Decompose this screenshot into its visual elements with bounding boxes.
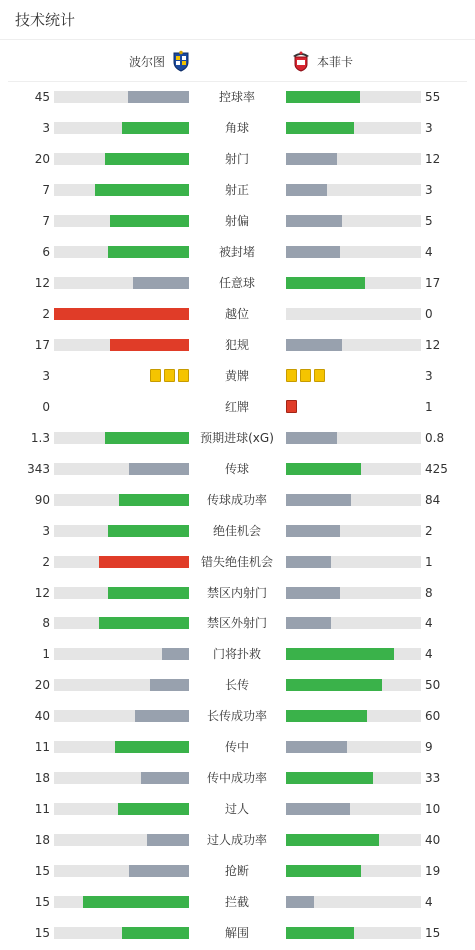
- home-stat-bar-track: [54, 215, 189, 227]
- away-stat-value: 55: [425, 90, 441, 104]
- stat-row: [0, 82, 475, 113]
- away-stat-bar-track: [286, 153, 421, 165]
- away-stat-bar: [286, 556, 331, 568]
- away-stat-bar: [286, 339, 342, 351]
- home-stat-bar: [162, 648, 189, 660]
- away-stat-value: 4: [425, 895, 433, 910]
- away-stat-value: 425: [425, 461, 448, 476]
- home-stat-value: 7: [42, 213, 50, 228]
- away-stat-bar: [286, 927, 354, 939]
- away-stat-bar-track: [286, 803, 421, 815]
- home-stat-bar-track: [54, 834, 189, 846]
- away-stat-value: 40: [425, 833, 441, 848]
- home-stat-value: 8: [42, 616, 50, 631]
- away-stat-bar-track: [286, 277, 421, 289]
- stat-label: 角球: [224, 120, 249, 135]
- away-stat-value: 12: [425, 337, 441, 352]
- stat-label: 解围: [224, 926, 249, 941]
- home-stat-bar-track: [54, 741, 189, 753]
- home-stat-bar: [99, 617, 189, 629]
- stat-row: [0, 701, 475, 732]
- away-stat-bar-track: [286, 772, 421, 784]
- away-stat-bar-track: [286, 246, 421, 258]
- away-stat-value: 2: [425, 523, 433, 538]
- away-stat-value: 15: [425, 926, 441, 941]
- stat-row: [0, 330, 475, 361]
- away-stat-bar-track: [286, 865, 421, 877]
- away-stat-bar-track: [286, 215, 421, 227]
- home-stat-bar: [108, 587, 189, 599]
- stat-label: 长传: [224, 678, 249, 693]
- away-stat-value: 60: [425, 709, 441, 724]
- stats-header: [0, 0, 475, 40]
- away-stat-bar-track: [286, 710, 421, 722]
- porto-crest-icon: [171, 50, 191, 72]
- away-stat-bar-track: [286, 834, 421, 846]
- home-stat-bar-track: [54, 525, 189, 537]
- stat-label: 犯规: [224, 337, 249, 352]
- stats-list: [0, 82, 475, 949]
- home-stat-bar: [110, 339, 189, 351]
- away-stat-bar: [286, 91, 360, 103]
- away-stat-bar: [286, 772, 373, 784]
- home-team-name: 波尔图: [129, 54, 166, 69]
- away-stat-bar: [286, 865, 361, 877]
- home-stat-bar: [141, 772, 189, 784]
- home-stat-bar-track: [54, 122, 189, 134]
- home-stat-bar-track: [54, 277, 189, 289]
- home-stat-value: 6: [42, 244, 50, 259]
- stat-label: 禁区内射门: [206, 585, 267, 600]
- stat-row: [0, 175, 475, 206]
- home-stat-bar-track: [54, 648, 189, 660]
- red-card-icon: [286, 400, 297, 413]
- away-team[interactable]: [291, 40, 359, 82]
- away-stat-bar-track: [286, 741, 421, 753]
- stat-row: [0, 206, 475, 237]
- home-stat-value: 18: [34, 833, 50, 848]
- stat-row: [0, 763, 475, 794]
- benfica-crest-icon: [291, 50, 311, 72]
- home-stat-bar-track: [54, 339, 189, 351]
- away-stat-value: 10: [425, 802, 441, 817]
- stat-row: [0, 392, 475, 423]
- stat-row: [0, 423, 475, 454]
- away-stat-bar: [286, 246, 340, 258]
- away-stat-bar-track: [286, 556, 421, 568]
- home-stat-bar: [95, 184, 190, 196]
- away-stat-bar-track: [286, 617, 421, 629]
- home-stat-bar-track: [54, 772, 189, 784]
- home-stat-value: 1.3: [30, 430, 50, 445]
- yellow-card-icon: [314, 369, 325, 382]
- home-stat-bar: [135, 710, 189, 722]
- away-stat-value: 4: [425, 647, 433, 662]
- away-stat-value: 5: [425, 213, 433, 228]
- away-stat-bar-track: [286, 494, 421, 506]
- away-stat-value: 17: [425, 275, 441, 290]
- home-stat-value: 11: [34, 740, 50, 755]
- stat-row: [0, 237, 475, 268]
- stat-row: [0, 794, 475, 825]
- away-stat-bar-track: [286, 184, 421, 196]
- away-cards: [286, 400, 297, 414]
- home-stat-bar: [83, 896, 190, 908]
- yellow-card-icon: [300, 369, 311, 382]
- stat-label: 抢断: [224, 864, 249, 879]
- home-cards: [150, 369, 189, 383]
- home-stat-value: 40: [34, 709, 50, 724]
- home-stat-bar: [147, 834, 189, 846]
- yellow-card-icon: [286, 369, 297, 382]
- home-stat-bar: [115, 741, 189, 753]
- home-stat-bar: [99, 556, 189, 568]
- away-stat-value: 4: [425, 616, 433, 631]
- home-stat-value: 12: [34, 585, 50, 600]
- teams-row: [8, 40, 467, 82]
- away-stat-bar-track: [286, 463, 421, 475]
- away-stat-bar: [286, 277, 365, 289]
- home-stat-bar-track: [54, 587, 189, 599]
- stat-label: 传中: [224, 740, 249, 755]
- away-cards: [286, 369, 325, 383]
- away-stat-value: 0: [425, 306, 433, 321]
- stat-label: 射偏: [224, 213, 249, 228]
- stat-label: 被封堵: [218, 244, 255, 259]
- home-stat-value: 15: [34, 926, 50, 941]
- home-stat-bar-track: [54, 710, 189, 722]
- stat-row: [0, 454, 475, 485]
- home-stat-bar-track: [54, 927, 189, 939]
- away-stat-bar: [286, 122, 354, 134]
- home-stat-value: 3: [42, 523, 50, 538]
- away-stat-value: 84: [425, 492, 441, 507]
- home-stat-bar: [108, 246, 189, 258]
- home-stat-value: 17: [34, 337, 50, 352]
- home-stat-value: 3: [42, 368, 50, 383]
- home-stat-bar-track: [54, 153, 189, 165]
- stat-row: [0, 732, 475, 763]
- away-stat-bar-track: [286, 122, 421, 134]
- stat-label: 传球成功率: [206, 492, 267, 507]
- away-stat-value: 3: [425, 368, 433, 383]
- stat-row: [0, 516, 475, 547]
- stat-label: 门将扑救: [212, 647, 261, 662]
- stat-label: 红牌: [224, 399, 249, 414]
- stat-row: [0, 825, 475, 856]
- stat-label: 过人: [224, 802, 249, 817]
- stat-row: [0, 299, 475, 330]
- stat-label: 禁区外射门: [206, 616, 267, 631]
- stat-label: 越位: [224, 306, 249, 321]
- home-stat-value: 2: [42, 554, 50, 569]
- away-stat-value: 8: [425, 585, 433, 600]
- away-stat-bar: [286, 215, 342, 227]
- stat-label: 射门: [224, 151, 249, 166]
- away-stat-bar-track: [286, 91, 421, 103]
- away-stat-value: 1: [425, 399, 433, 414]
- stat-label: 射正: [224, 182, 249, 197]
- home-stat-bar: [118, 803, 189, 815]
- home-stat-value: 90: [34, 492, 50, 507]
- home-stat-bar-track: [54, 617, 189, 629]
- home-stat-value: 20: [34, 151, 50, 166]
- stat-label: 传中成功率: [206, 771, 267, 786]
- home-stat-bar-track: [54, 679, 189, 691]
- stat-row: [0, 268, 475, 299]
- away-stat-bar-track: [286, 525, 421, 537]
- stat-row: [0, 639, 475, 670]
- stat-row: [0, 887, 475, 918]
- home-stat-bar: [105, 432, 189, 444]
- away-stat-bar-track: [286, 432, 421, 444]
- home-stat-bar: [129, 463, 189, 475]
- away-stat-value: 4: [425, 244, 433, 259]
- home-stat-bar-track: [54, 91, 189, 103]
- away-stat-value: 19: [425, 864, 441, 879]
- yellow-card-icon: [178, 369, 189, 382]
- home-stat-bar: [122, 927, 190, 939]
- home-stat-bar-track: [54, 184, 189, 196]
- stat-row: [0, 144, 475, 175]
- home-stat-value: 2: [42, 306, 50, 321]
- home-stat-value: 7: [42, 182, 50, 197]
- home-stat-value: 1: [42, 647, 50, 662]
- away-stat-value: 9: [425, 740, 433, 755]
- home-stat-bar: [128, 91, 189, 103]
- stat-label: 拦截: [224, 895, 249, 910]
- away-stat-bar: [286, 803, 350, 815]
- home-stat-value: 20: [34, 678, 50, 693]
- stat-label: 绝佳机会: [212, 523, 261, 538]
- home-team[interactable]: [123, 40, 191, 82]
- home-stat-bar: [133, 277, 189, 289]
- home-stat-value: 3: [42, 120, 50, 135]
- stat-row: [0, 113, 475, 144]
- away-stat-value: 3: [425, 182, 433, 197]
- stat-label: 控球率: [218, 90, 255, 104]
- away-stat-bar: [286, 587, 340, 599]
- away-stat-bar: [286, 834, 379, 846]
- away-stat-bar: [286, 494, 351, 506]
- home-stat-bar-track: [54, 865, 189, 877]
- away-stat-bar: [286, 432, 337, 444]
- home-stat-value: 11: [34, 802, 50, 817]
- stat-label: 黄牌: [224, 368, 249, 383]
- away-stat-bar-track: [286, 648, 421, 660]
- away-stat-value: 12: [425, 151, 441, 166]
- home-stat-bar: [129, 865, 189, 877]
- home-stat-value: 343: [27, 461, 50, 476]
- home-stat-bar-track: [54, 896, 189, 908]
- away-stat-bar: [286, 741, 347, 753]
- away-stat-value: 50: [425, 678, 441, 693]
- home-stat-bar: [105, 153, 189, 165]
- home-stat-bar-track: [54, 308, 189, 320]
- page-title: 技术统计: [15, 11, 76, 29]
- away-stat-bar: [286, 617, 331, 629]
- home-stat-value: 15: [34, 895, 50, 910]
- away-stat-bar-track: [286, 339, 421, 351]
- away-stat-bar: [286, 184, 327, 196]
- stat-row: [0, 547, 475, 578]
- home-stat-value: 15: [34, 864, 50, 879]
- home-stat-bar: [150, 679, 189, 691]
- home-stat-bar: [110, 215, 189, 227]
- stat-row: [0, 578, 475, 609]
- stat-row: [0, 918, 475, 949]
- away-stat-value: 0.8: [425, 430, 445, 445]
- away-stat-bar-track: [286, 927, 421, 939]
- home-stat-bar-track: [54, 494, 189, 506]
- away-stat-bar-track: [286, 896, 421, 908]
- away-team-name: 本菲卡: [317, 54, 354, 69]
- away-stat-bar-track: [286, 308, 421, 320]
- stat-label: 任意球: [218, 275, 255, 290]
- yellow-card-icon: [150, 369, 161, 382]
- away-stat-bar-track: [286, 587, 421, 599]
- stat-row: [0, 608, 475, 639]
- home-stat-bar: [54, 308, 189, 320]
- stat-label: 长传成功率: [206, 709, 267, 724]
- away-stat-bar: [286, 679, 382, 691]
- home-stat-bar-track: [54, 556, 189, 568]
- home-stat-bar-track: [54, 803, 189, 815]
- away-stat-bar: [286, 896, 314, 908]
- home-stat-bar: [108, 525, 189, 537]
- yellow-card-icon: [164, 369, 175, 382]
- away-stat-bar: [286, 153, 337, 165]
- stat-label: 预期进球(xG): [200, 430, 274, 445]
- stat-label: 传球: [224, 461, 249, 476]
- away-stat-value: 33: [425, 771, 441, 786]
- stat-row: [0, 361, 475, 392]
- home-stat-bar-track: [54, 432, 189, 444]
- stat-label: 过人成功率: [206, 833, 267, 848]
- stat-row: [0, 485, 475, 516]
- home-stat-bar-track: [54, 463, 189, 475]
- home-stat-value: 45: [34, 90, 50, 104]
- away-stat-bar: [286, 525, 340, 537]
- home-stat-bar-track: [54, 246, 189, 258]
- stat-row: [0, 670, 475, 701]
- stat-label: 错失绝佳机会: [200, 554, 273, 569]
- away-stat-value: 3: [425, 120, 433, 135]
- away-stat-value: 1: [425, 554, 433, 569]
- away-stat-bar-track: [286, 679, 421, 691]
- home-stat-bar: [119, 494, 189, 506]
- away-stat-bar: [286, 648, 394, 660]
- stat-row: [0, 856, 475, 887]
- home-stat-value: 18: [34, 771, 50, 786]
- away-stat-bar: [286, 463, 361, 475]
- home-stat-value: 12: [34, 275, 50, 290]
- home-stat-bar: [122, 122, 190, 134]
- home-stat-value: 0: [42, 399, 50, 414]
- away-stat-bar: [286, 710, 367, 722]
